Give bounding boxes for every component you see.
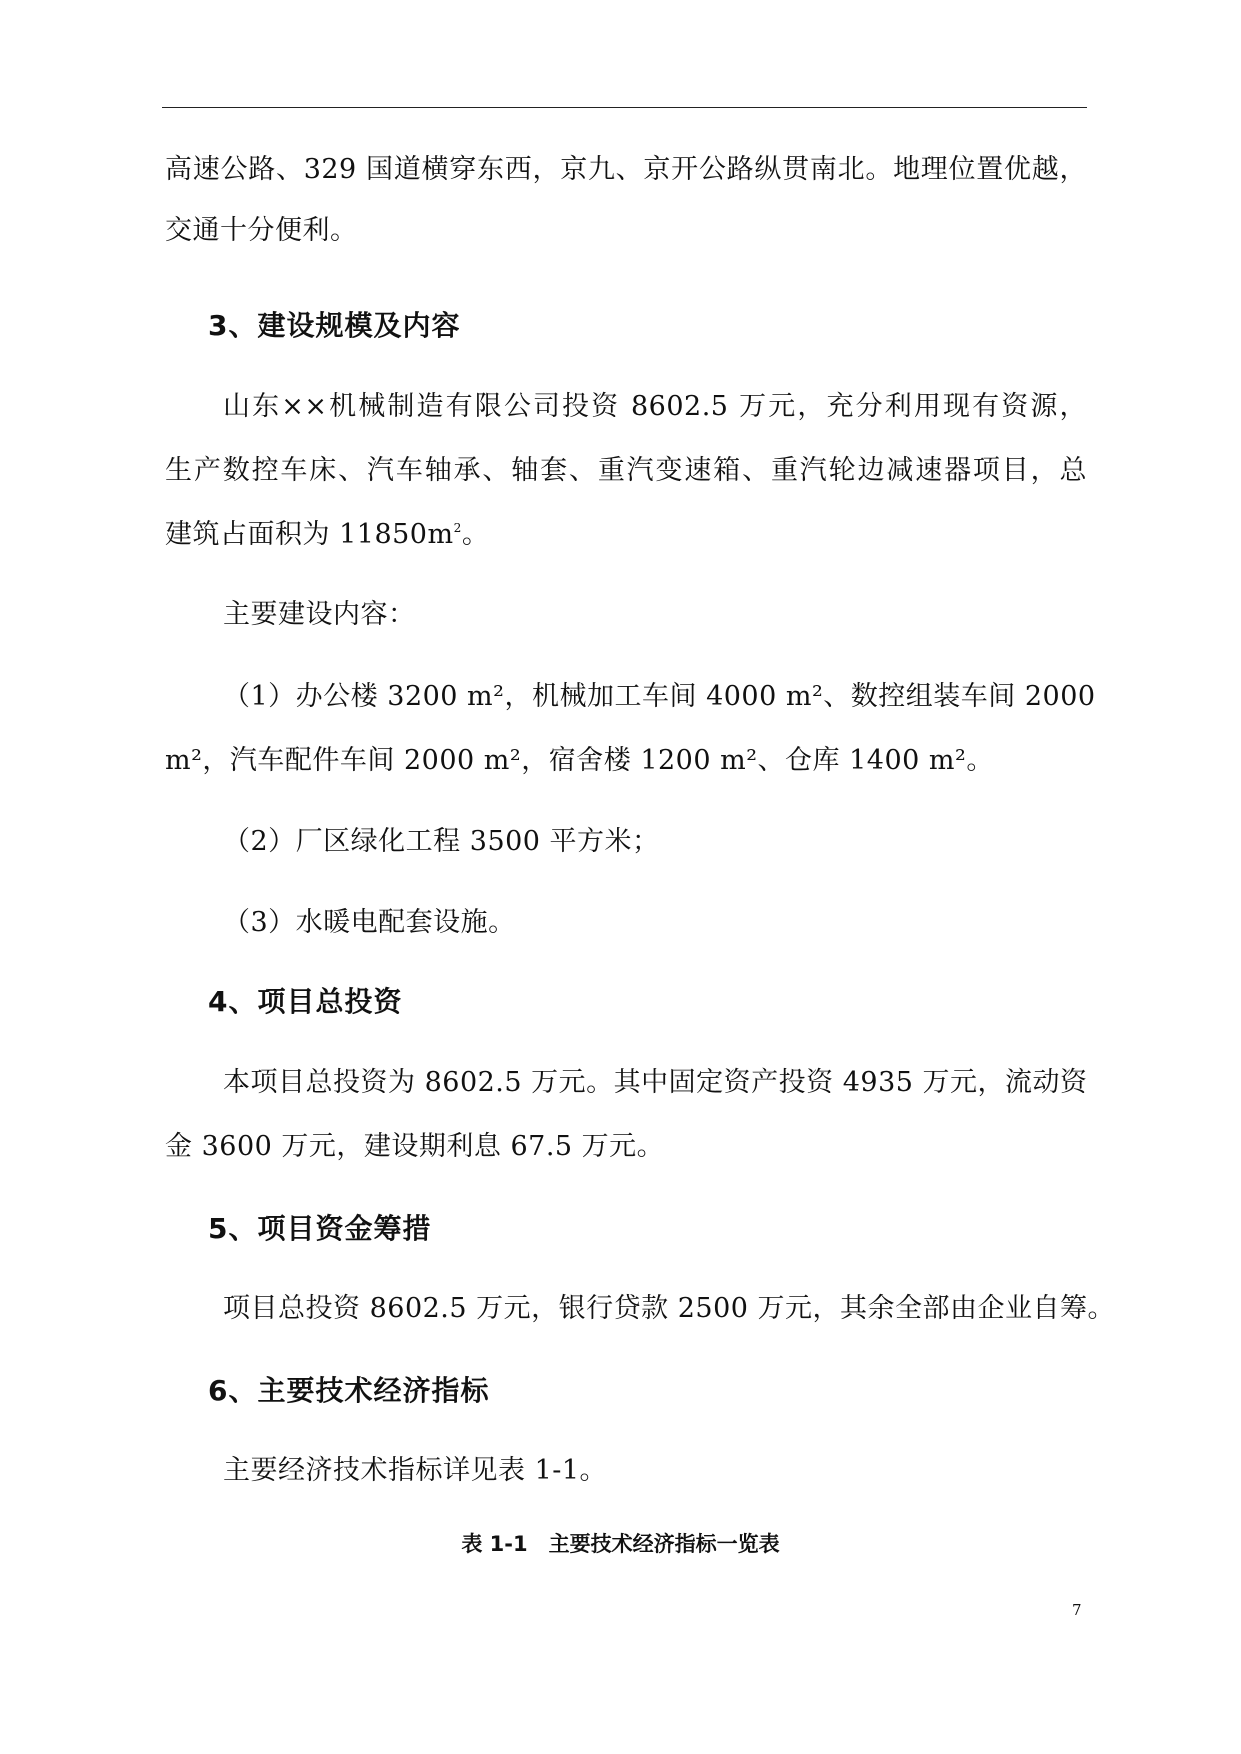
paragraph-line: 主要经济技术指标详见表 1-1。 [223, 1455, 608, 1486]
section-heading-4: 4、项目总投资 [208, 985, 403, 1018]
section-heading-6: 6、主要技术经济指标 [208, 1374, 490, 1407]
list-item: （2）厂区绿化工程 3500 平方米； [223, 826, 660, 857]
paragraph-line: 金 3600 万元，建设期利息 67.5 万元。 [165, 1131, 665, 1162]
header-rule [162, 107, 1087, 108]
paragraph-line: 山东××机械制造有限公司投资 8602.5 万元，充分利用现有资源， [223, 391, 1087, 422]
section-heading-5: 5、项目资金筹措 [208, 1212, 432, 1245]
section-heading-3: 3、建设规模及内容 [208, 309, 461, 342]
area-text: 建筑占面积为 11850m [165, 519, 454, 550]
list-item: m²，汽车配件车间 2000 m²，宿舍楼 1200 m²、仓库 1400 m²。 [165, 745, 994, 776]
paragraph-line: 生产数控车床、汽车轴承、轴套、重汽变速箱、重汽轮边减速器项目，总 [165, 455, 1087, 486]
paragraph-line: 高速公路、329 国道横穿东西，京九、京开公路纵贯南北。地理位置优越， [165, 154, 1087, 185]
paragraph-line [165, 519, 489, 551]
page-number: 7 [1072, 1601, 1082, 1619]
paragraph-line: 主要建设内容： [223, 599, 416, 630]
superscript: 2 [453, 521, 462, 536]
table-caption: 表 1-1 主要技术经济指标一览表 [461, 1532, 780, 1556]
punctuation: 。 [461, 519, 490, 550]
list-item: （3）水暖电配套设施。 [223, 907, 516, 938]
paragraph-line: 本项目总投资为 8602.5 万元。其中固定资产投资 4935 万元，流动资 [223, 1067, 1088, 1098]
paragraph-line: 项目总投资 8602.5 万元，银行贷款 2500 万元，其余全部由企业自筹。 [223, 1293, 1116, 1324]
list-item: （1）办公楼 3200 m²，机械加工车间 4000 m²、数控组装车间 2000 [223, 681, 1096, 712]
paragraph-line: 交通十分便利。 [165, 215, 358, 246]
